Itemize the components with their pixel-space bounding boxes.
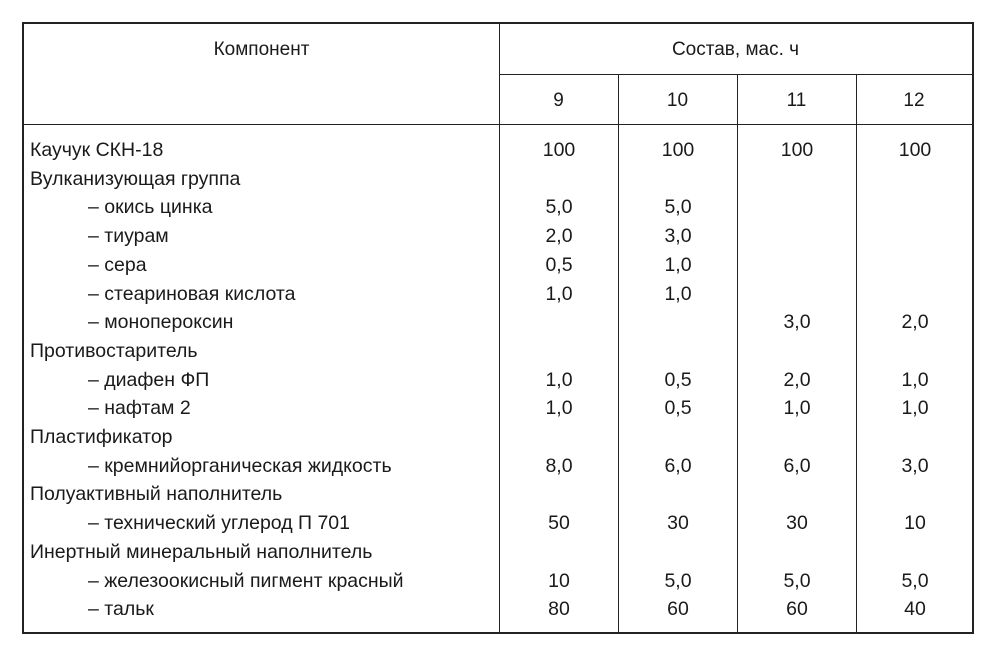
cell-value-11: 6,0 — [783, 454, 811, 477]
table-row — [24, 337, 972, 366]
divider-header — [24, 124, 972, 125]
row-label: Противостаритель — [30, 339, 198, 362]
cell-value-12: 100 — [898, 139, 932, 161]
cell-value-9: 1,0 — [545, 397, 573, 420]
cell-value-10: 5,0 — [664, 196, 692, 219]
composition-table — [22, 22, 974, 634]
cell-value-12: 1,0 — [901, 397, 929, 420]
row-label: Пластификатор — [30, 426, 173, 448]
column-header-12: 12 — [903, 90, 925, 111]
row-label: – монопероксин — [88, 311, 234, 334]
cell-value-10: 3,0 — [664, 225, 692, 248]
cell-value-9: 10 — [548, 569, 570, 592]
table-row — [24, 308, 972, 337]
cell-value-11: 2,0 — [783, 368, 811, 391]
table-row — [24, 538, 972, 567]
cell-value-9: 1,0 — [545, 368, 573, 391]
cell-value-11: 100 — [780, 139, 814, 161]
table-row — [24, 509, 972, 538]
table-row — [24, 423, 972, 452]
component-header: Компонент — [213, 39, 310, 60]
row-label: – сера — [88, 253, 147, 276]
cell-value-11: 30 — [786, 512, 808, 535]
cell-value-11: 60 — [786, 598, 808, 621]
cell-value-10: 1,0 — [664, 253, 692, 276]
row-label: – железоокисный пигмент красный — [88, 569, 404, 592]
row-label: – стеариновая кислота — [88, 282, 296, 305]
cell-value-10: 60 — [667, 598, 689, 621]
cell-value-9: 80 — [548, 598, 570, 621]
cell-value-10: 1,0 — [664, 282, 692, 305]
table-row — [24, 165, 972, 194]
table-row — [24, 193, 972, 222]
cell-value-12: 10 — [904, 512, 926, 535]
cell-value-9: 0,5 — [545, 253, 573, 276]
column-header-9: 9 — [553, 90, 564, 111]
row-label: – тиурам — [88, 225, 169, 248]
table-row — [24, 452, 972, 481]
cell-value-9: 50 — [548, 512, 570, 535]
table-row — [24, 280, 972, 309]
cell-value-9: 5,0 — [545, 196, 573, 219]
row-label: – нафтам 2 — [88, 397, 191, 420]
cell-value-10: 6,0 — [664, 454, 692, 477]
row-label: Инертный минеральный наполнитель — [30, 540, 373, 563]
cell-value-10: 30 — [667, 512, 689, 535]
cell-value-12: 2,0 — [901, 311, 929, 334]
table-row — [24, 567, 972, 596]
row-label: – окись цинка — [88, 196, 213, 219]
table-row — [24, 366, 972, 395]
cell-value-12: 3,0 — [901, 454, 929, 477]
row-label: Каучук СКН-18 — [30, 139, 164, 161]
table-row — [24, 222, 972, 251]
cell-value-9: 100 — [542, 139, 576, 161]
composition-header: Состав, мас. ч — [671, 39, 800, 60]
table-row — [24, 480, 972, 509]
row-label: Вулканизующая группа — [30, 167, 241, 190]
cell-value-12: 1,0 — [901, 368, 929, 391]
column-header-10: 10 — [666, 90, 689, 111]
cell-value-12: 5,0 — [901, 569, 929, 592]
cell-value-12: 40 — [904, 598, 926, 621]
row-label: – кремнийорганическая жидкость — [88, 454, 392, 477]
cell-value-9: 1,0 — [545, 282, 573, 305]
table-row — [24, 251, 972, 280]
cell-value-11: 1,0 — [783, 397, 811, 420]
column-header-11: 11 — [786, 90, 807, 111]
table-row — [24, 136, 972, 165]
row-label: – тальк — [88, 598, 154, 621]
cell-value-9: 2,0 — [545, 225, 573, 248]
row-label: – технический углерод П 701 — [88, 512, 350, 535]
cell-value-9: 8,0 — [545, 454, 573, 477]
cell-value-10: 0,5 — [664, 368, 692, 391]
table-row — [24, 394, 972, 423]
row-label: Полуактивный наполнитель — [30, 483, 283, 506]
row-label: – диафен ФП — [88, 368, 210, 391]
cell-value-11: 3,0 — [783, 311, 811, 334]
cell-value-11: 5,0 — [783, 569, 811, 592]
table-row — [24, 595, 972, 624]
divider-composition — [499, 74, 972, 75]
cell-value-10: 5,0 — [664, 569, 692, 592]
cell-value-10: 100 — [661, 139, 695, 161]
cell-value-10: 0,5 — [664, 397, 692, 420]
